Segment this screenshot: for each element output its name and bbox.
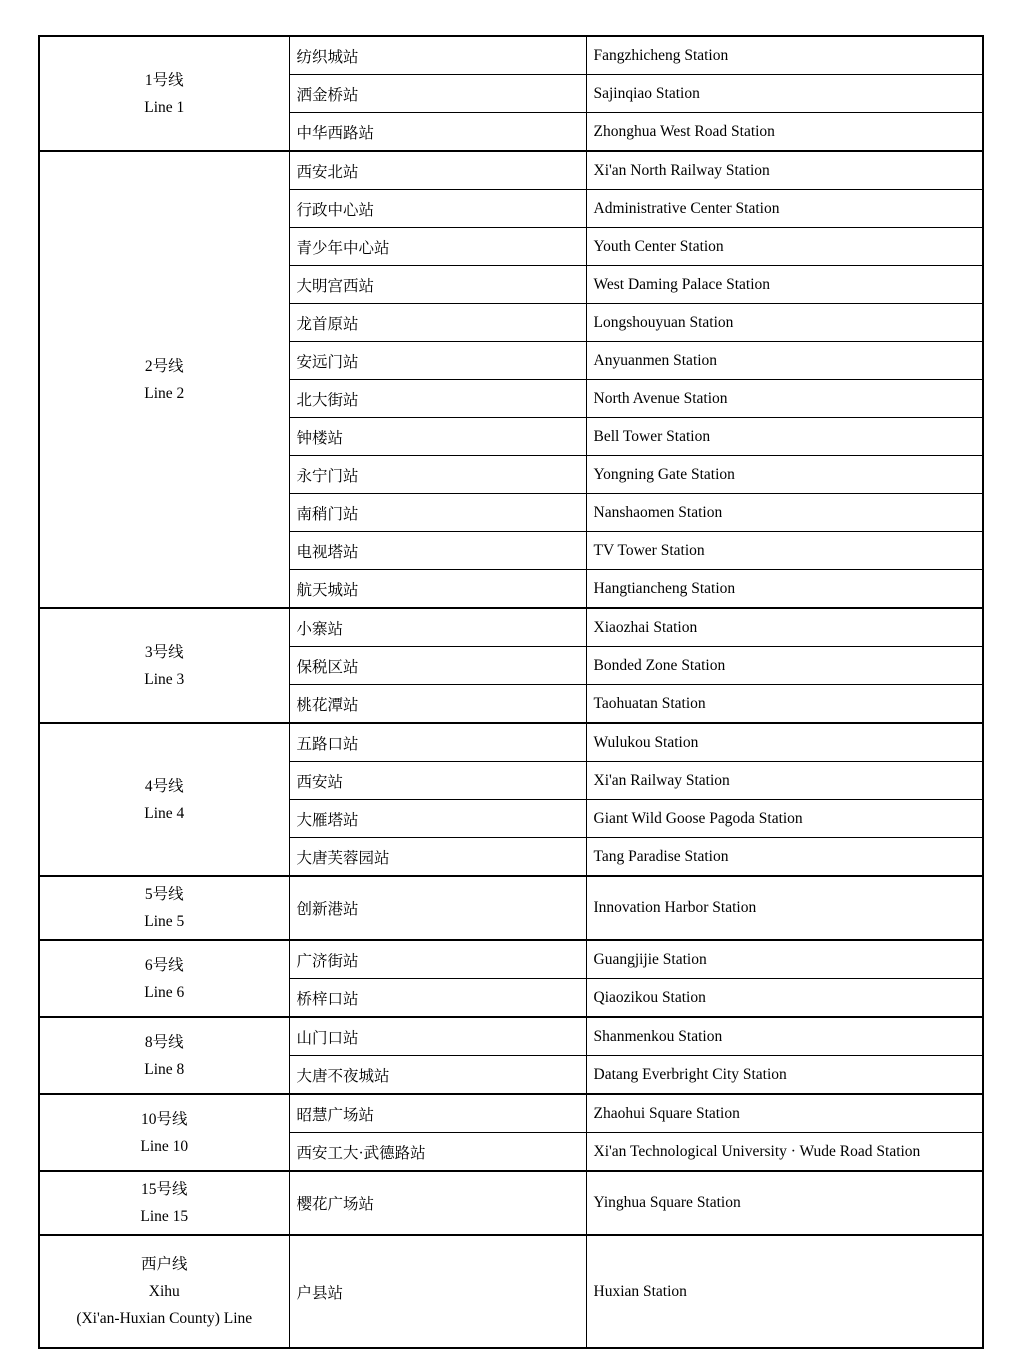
- station-name-en: Xi'an Railway Station: [586, 762, 983, 800]
- station-name-zh: 小寨站: [289, 608, 586, 647]
- station-name-en: Administrative Center Station: [586, 190, 983, 228]
- line-name-cell: [39, 36, 289, 151]
- line-name-zh: 5号线: [144, 886, 184, 903]
- station-name-zh: 昭慧广场站: [289, 1094, 586, 1133]
- station-row: [39, 940, 983, 979]
- line-name-en: Line 5: [144, 913, 185, 930]
- line-name-en: (Xi'an-Huxian County) Line: [76, 1310, 253, 1327]
- station-name-zh: 青少年中心站: [289, 228, 586, 266]
- line-name-en: Line 8: [144, 1060, 185, 1078]
- station-name-en: Hangtiancheng Station: [586, 570, 983, 609]
- line-name-zh: 15号线: [140, 1181, 188, 1198]
- station-name-en: Taohuatan Station: [586, 685, 983, 724]
- line-name-cell: [39, 151, 289, 608]
- station-name-zh: 户县站: [289, 1235, 586, 1348]
- station-name-zh: 桥梓口站: [289, 979, 586, 1018]
- station-name-zh: 山门口站: [289, 1017, 586, 1056]
- line-name-zh: 10号线: [140, 1110, 188, 1128]
- station-name-zh: 五路口站: [289, 723, 586, 762]
- station-row: [39, 1094, 983, 1133]
- station-row: [39, 36, 983, 75]
- station-name-zh: 龙首原站: [289, 304, 586, 342]
- station-name-zh: 保税区站: [289, 647, 586, 685]
- station-name-en: Nanshaomen Station: [586, 494, 983, 532]
- line-name-zh: 4号线: [144, 777, 184, 795]
- station-name-zh: 樱花广场站: [289, 1171, 586, 1235]
- station-row: [39, 1017, 983, 1056]
- station-name-zh: 桃花潭站: [289, 685, 586, 724]
- station-name-en: Bonded Zone Station: [586, 647, 983, 685]
- metro-stations-table-body: [39, 36, 983, 1348]
- station-name-zh: 西安工大·武德路站: [289, 1133, 586, 1172]
- station-row: [39, 1235, 983, 1348]
- station-name-zh: 中华西路站: [289, 113, 586, 152]
- station-name-zh: 永宁门站: [289, 456, 586, 494]
- station-name-en: Bell Tower Station: [586, 418, 983, 456]
- station-name-zh: 西安站: [289, 762, 586, 800]
- station-name-en: Tang Paradise Station: [586, 838, 983, 877]
- station-name-en: Xiaozhai Station: [586, 608, 983, 647]
- line-name-cell: [39, 1171, 289, 1235]
- station-name-zh: 大唐芙蓉园站: [289, 838, 586, 877]
- line-name-cell: [39, 940, 289, 1017]
- station-name-zh: 大明宫西站: [289, 266, 586, 304]
- station-name-en: Datang Everbright City Station: [586, 1056, 983, 1095]
- station-name-en: Yongning Gate Station: [586, 456, 983, 494]
- station-name-en: Innovation Harbor Station: [586, 876, 983, 940]
- station-name-en: Zhaohui Square Station: [586, 1094, 983, 1133]
- station-row: [39, 723, 983, 762]
- station-name-en: Shanmenkou Station: [586, 1017, 983, 1056]
- station-name-en: TV Tower Station: [586, 532, 983, 570]
- station-row: [39, 1171, 983, 1235]
- line-name-zh: 2号线: [144, 357, 184, 375]
- station-name-zh: 大唐不夜城站: [289, 1056, 586, 1095]
- station-name-zh: 洒金桥站: [289, 75, 586, 113]
- station-name-en: Zhonghua West Road Station: [586, 113, 983, 152]
- station-name-en: Sajinqiao Station: [586, 75, 983, 113]
- station-name-en: West Daming Palace Station: [586, 266, 983, 304]
- line-name-en: Line 10: [140, 1137, 189, 1155]
- line-name-cell: [39, 876, 289, 940]
- station-name-en: Yinghua Square Station: [586, 1171, 983, 1235]
- line-name-cell: [39, 1235, 289, 1348]
- station-name-zh: 创新港站: [289, 876, 586, 940]
- station-name-en: North Avenue Station: [586, 380, 983, 418]
- station-name-en: Giant Wild Goose Pagoda Station: [586, 800, 983, 838]
- station-name-en: Xi'an Technological University · Wude Road Station: [586, 1133, 983, 1172]
- station-row: [39, 876, 983, 940]
- station-name-zh: 电视塔站: [289, 532, 586, 570]
- station-name-zh: 大雁塔站: [289, 800, 586, 838]
- station-row: [39, 151, 983, 190]
- line-name-en: Line 1: [144, 98, 185, 116]
- line-name-cell: [39, 1094, 289, 1171]
- line-name-zh: 8号线: [144, 1033, 184, 1051]
- line-name-cell: [39, 723, 289, 876]
- line-name-zh: 1号线: [144, 71, 184, 89]
- station-name-zh: 北大街站: [289, 380, 586, 418]
- line-name-cell: [39, 608, 289, 723]
- line-name-en: Line 2: [144, 384, 185, 402]
- line-name-en: Line 15: [140, 1208, 189, 1225]
- station-name-zh: 南稍门站: [289, 494, 586, 532]
- line-name-en: Line 6: [144, 983, 185, 1001]
- line-name-en: Xihu: [148, 1283, 180, 1300]
- station-name-en: Qiaozikou Station: [586, 979, 983, 1018]
- station-name-en: Xi'an North Railway Station: [586, 151, 983, 190]
- station-name-zh: 安远门站: [289, 342, 586, 380]
- station-name-en: Youth Center Station: [586, 228, 983, 266]
- station-row: [39, 608, 983, 647]
- station-name-zh: 广济街站: [289, 940, 586, 979]
- line-name-zh: 3号线: [144, 643, 184, 661]
- line-name-cell: [39, 1017, 289, 1094]
- line-name-en: Line 3: [144, 670, 185, 688]
- metro-stations-table: [38, 35, 984, 1349]
- station-name-zh: 航天城站: [289, 570, 586, 609]
- station-name-zh: 行政中心站: [289, 190, 586, 228]
- station-name-zh: 纺织城站: [289, 36, 586, 75]
- line-name-zh: 西户线: [140, 1256, 188, 1273]
- line-name-zh: 6号线: [144, 956, 184, 974]
- station-name-en: Fangzhicheng Station: [586, 36, 983, 75]
- station-name-en: Anyuanmen Station: [586, 342, 983, 380]
- station-name-en: Guangjijie Station: [586, 940, 983, 979]
- station-name-en: Huxian Station: [586, 1235, 983, 1348]
- station-name-zh: 西安北站: [289, 151, 586, 190]
- line-name-en: Line 4: [144, 804, 185, 822]
- station-name-en: Wulukou Station: [586, 723, 983, 762]
- station-name-en: Longshouyuan Station: [586, 304, 983, 342]
- station-name-zh: 钟楼站: [289, 418, 586, 456]
